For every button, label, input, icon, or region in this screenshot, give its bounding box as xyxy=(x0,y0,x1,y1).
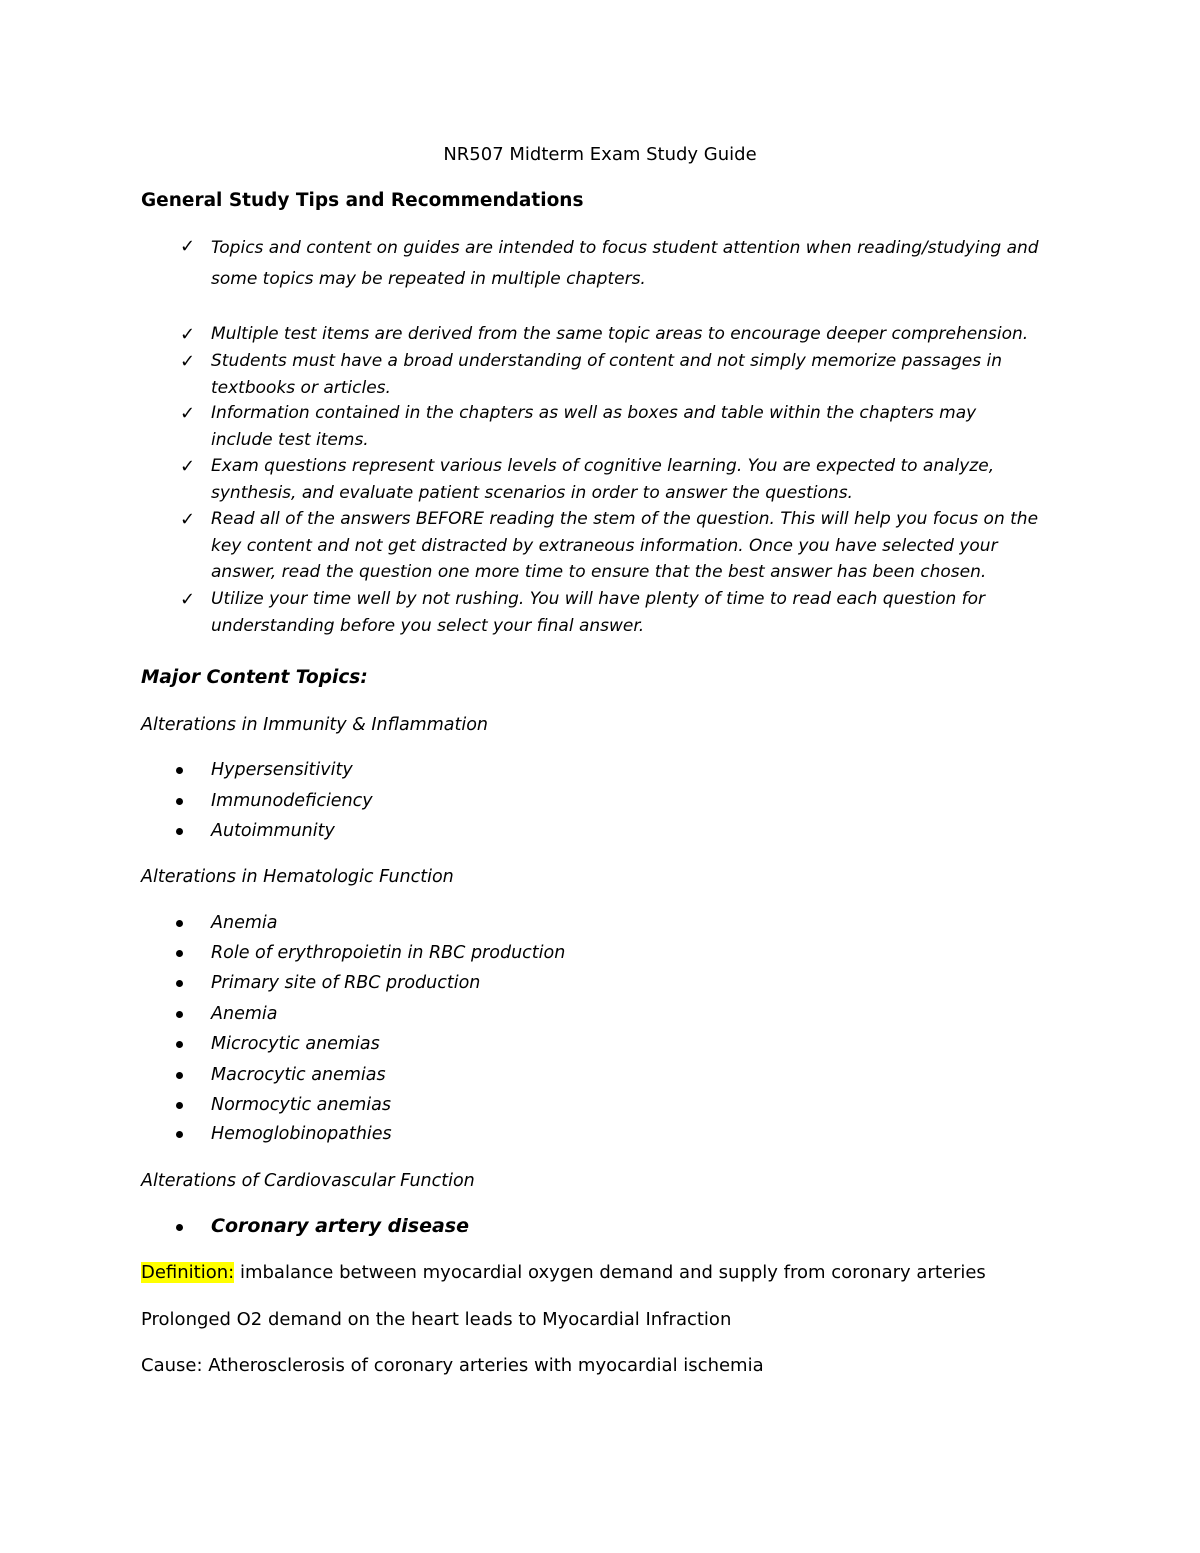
tip-line: Exam questions represent various levels of cognitive learning. You are expected to analyze, xyxy=(211,456,995,476)
tip-line: Multiple test items are derived from the same topic areas to encourage deeper comprehension. xyxy=(211,324,1029,344)
list-item: Primary site of RBC production xyxy=(211,973,481,993)
cause-line xyxy=(141,1355,764,1376)
bullet-icon xyxy=(176,1102,186,1112)
cause-label: Cause: xyxy=(141,1355,203,1376)
list-item: Autoimmunity xyxy=(211,821,335,841)
prolonged-line: Prolonged O2 demand on the heart leads to Myocardial Infraction xyxy=(141,1309,732,1330)
check-icon: ✓ xyxy=(180,456,196,477)
tip-line: answer, read the question one more time to ensure that the best answer has been chosen. xyxy=(211,562,987,582)
tip-line: textbooks or articles. xyxy=(211,377,391,398)
check-icon: ✓ xyxy=(180,236,196,257)
document-title: NR507 Midterm Exam Study Guide xyxy=(443,144,757,165)
tip-line: Read all of the answers BEFORE reading the stem of the question. This will help you focus on the xyxy=(211,509,1039,529)
bullet-icon xyxy=(176,1011,186,1021)
bullet-icon xyxy=(176,980,186,990)
list-item: Macrocytic anemias xyxy=(211,1065,386,1085)
check-icon: ✓ xyxy=(180,589,196,610)
definition-text: imbalance between myocardial oxygen demand and supply from coronary arteries xyxy=(234,1262,986,1283)
definition-label: Definition: xyxy=(141,1262,235,1283)
list-item: Anemia xyxy=(211,913,278,933)
check-icon: ✓ xyxy=(180,324,196,345)
tip-line: Utilize your time well by not rushing. You will have plenty of time to read each question for xyxy=(211,589,986,609)
tip-item xyxy=(211,321,1061,348)
list-item: Anemia xyxy=(211,1004,278,1024)
cause-text: Atherosclerosis of coronary arteries with myocardial ischemia xyxy=(202,1355,764,1376)
bullet-icon xyxy=(176,1072,186,1082)
bullet-icon xyxy=(176,1131,186,1141)
tips-heading: General Study Tips and Recommendations xyxy=(141,190,584,211)
bullet-icon xyxy=(176,950,186,960)
tip-line: Students must have a broad understanding of content and not simply memorize passages in xyxy=(211,351,1003,371)
check-icon: ✓ xyxy=(180,509,196,530)
bullet-icon xyxy=(176,920,186,930)
list-item: Microcytic anemias xyxy=(211,1034,380,1054)
bullet-icon xyxy=(176,798,186,808)
section-label-cardiovascular: Alterations of Cardiovascular Function xyxy=(141,1171,475,1191)
list-item: Role of erythropoietin in RBC production xyxy=(211,943,566,963)
tip-line: key content and not get distracted by extraneous information. Once you have selected your xyxy=(211,535,998,556)
list-item: Normocytic anemias xyxy=(211,1095,391,1115)
list-item: Immunodeficiency xyxy=(211,791,373,811)
bullet-icon xyxy=(176,828,186,838)
list-item: Hemoglobinopathies xyxy=(211,1124,392,1144)
check-icon: ✓ xyxy=(180,403,196,424)
tip-item xyxy=(211,400,1061,453)
definition-line xyxy=(141,1262,986,1283)
tip-line: understanding before you select your final answer. xyxy=(211,615,645,636)
tip-line: some topics may be repeated in multiple chapters. xyxy=(211,269,646,289)
tip-line: include test items. xyxy=(211,429,369,450)
check-icon: ✓ xyxy=(180,351,196,372)
topics-heading: Major Content Topics: xyxy=(141,667,368,688)
tip-line: Topics and content on guides are intended to focus student attention when reading/studying and xyxy=(211,238,1039,258)
section-label-immunity: Alterations in Immunity & Inflammation xyxy=(141,715,489,735)
bullet-icon xyxy=(176,767,186,777)
tip-item xyxy=(211,453,1061,506)
tip-item xyxy=(211,348,1061,401)
bullet-icon xyxy=(176,1224,186,1234)
list-item: Hypersensitivity xyxy=(211,760,353,780)
list-item-bold: Coronary artery disease xyxy=(211,1215,469,1237)
bullet-icon xyxy=(176,1041,186,1051)
tip-line: Information contained in the chapters as well as boxes and table within the chapters may xyxy=(211,403,977,423)
section-label-hematologic: Alterations in Hematologic Function xyxy=(141,867,454,887)
tip-line: synthesis, and evaluate patient scenarios in order to answer the questions. xyxy=(211,482,853,503)
tip-item xyxy=(211,233,1061,295)
tip-item xyxy=(211,586,1061,639)
tip-item xyxy=(211,506,1061,586)
